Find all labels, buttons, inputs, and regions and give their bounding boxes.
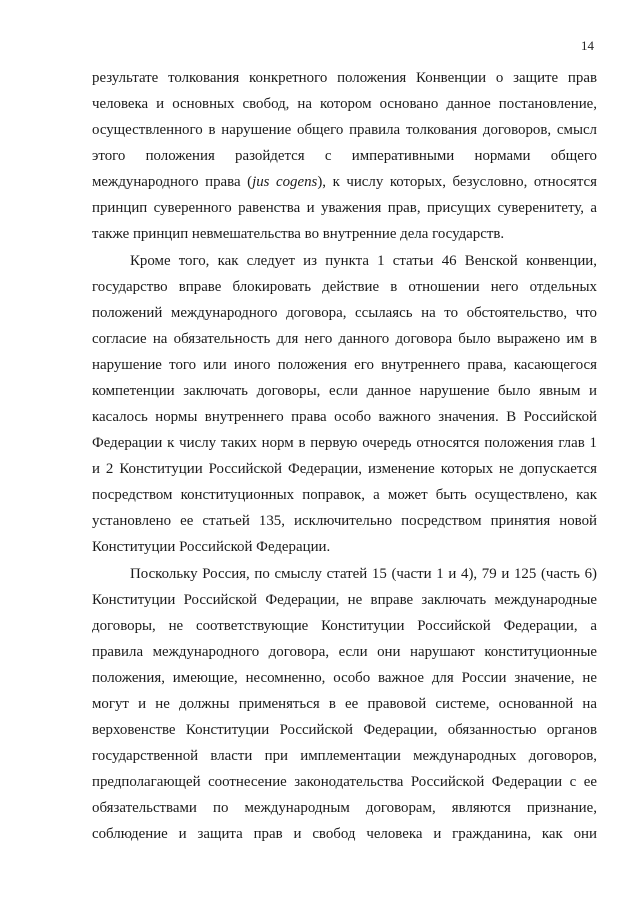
- text-line: договоры, не соответствующие Конституции Российской Федерации, а: [92, 618, 597, 634]
- text-line: установлено ее статьей 135, исключительно посредством принятия новой: [92, 513, 597, 529]
- page-number: 14: [581, 38, 594, 53]
- text-line: обязательствами по международным договорам, являются признание,: [92, 800, 597, 816]
- text-line: положений международного договора, ссылаясь на то обстоятельство, что: [92, 305, 597, 321]
- text-line: правила международного договора, если они нарушают конституционные: [92, 644, 597, 660]
- text-line: верховенстве Конституции Российской Федерации, обязанностью органов: [92, 722, 597, 738]
- latin-term: jus cogens: [252, 174, 318, 190]
- text-line: положения, имеющие, несомненно, особо важное для России значение, не: [92, 670, 597, 686]
- text-line: согласие на обязательность для него данного договора было выражено им в: [92, 331, 597, 347]
- text-segment: ), к числу которых, безусловно, относятся: [317, 174, 597, 190]
- paragraph-first-line: Поскольку Россия, по смыслу статей 15 (части 1 и 4), 79 и 125 (часть 6): [130, 566, 597, 582]
- text-line: посредством конституционных поправок, а может быть осуществлено, как: [92, 487, 597, 503]
- text-line: принцип суверенного равенства и уважения прав, присущих суверенитету, а: [92, 200, 597, 216]
- text-line: Конституции Российской Федерации.: [92, 539, 331, 555]
- text-line: и 2 Конституции Российской Федерации, изменение которых не допускается: [92, 461, 597, 477]
- text-line: Федерации к числу таких норм в первую очередь относятся положения глав 1: [92, 435, 597, 451]
- paragraph-first-line: Кроме того, как следует из пункта 1 статьи 46 Венской конвенции,: [130, 253, 597, 269]
- text-line: государственной власти при имплементации международных договоров,: [92, 748, 597, 764]
- text-line: могут и не должны применяться в ее правовой системе, основанной на: [92, 696, 597, 712]
- text-line: этого положения разойдется с императивными нормами общего: [92, 148, 597, 164]
- text-line: компетенции заключать договоры, если данное нарушение было явным и: [92, 383, 597, 399]
- text-line: касалось нормы внутреннего права особо важного значения. В Российской: [92, 409, 597, 425]
- text-line: также принцип невмешательства во внутренние дела государств.: [92, 226, 505, 242]
- text-line: предполагающей соотнесение законодательства Российской Федерации с ее: [92, 774, 597, 790]
- text-line: результате толкования конкретного положения Конвенции о защите прав: [92, 70, 597, 86]
- text-line: нарушение того или иного положения его внутреннего права, касающегося: [92, 357, 597, 373]
- text-segment: международного права (: [92, 174, 253, 190]
- text-line-with-emphasis: [92, 172, 597, 192]
- text-line: государство вправе блокировать действие в отношении него отдельных: [92, 279, 597, 295]
- text-line: человека и основных свобод, на котором основано данное постановление,: [92, 96, 597, 112]
- text-line: осуществленного в нарушение общего правила толкования договоров, смысл: [92, 122, 597, 138]
- text-line: Конституции Российской Федерации, не вправе заключать международные: [92, 592, 597, 608]
- text-line: соблюдение и защита прав и свобод человека и гражданина, как они: [92, 826, 597, 842]
